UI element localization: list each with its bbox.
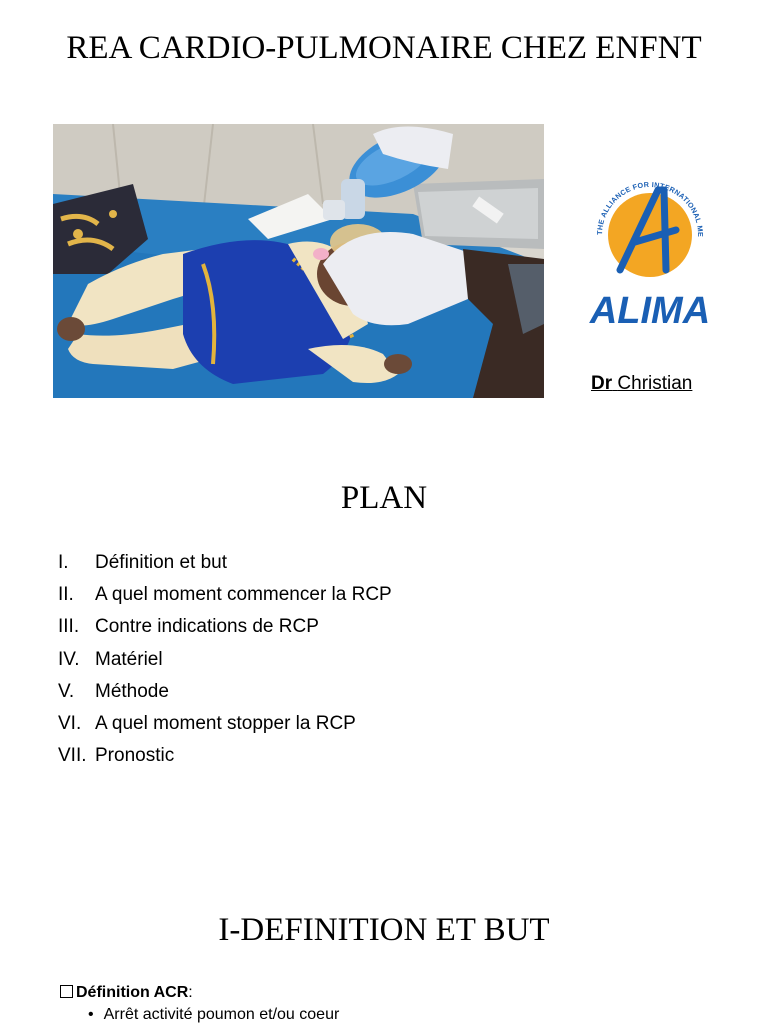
author-name: Christian (617, 373, 693, 394)
author (591, 373, 692, 395)
plan-item-label: Méthode (95, 680, 169, 702)
plan-item (58, 613, 392, 645)
plan-item (58, 742, 392, 774)
plan-item-label: Définition et but (95, 552, 228, 573)
alima-logo (580, 160, 720, 335)
plan-list (58, 549, 392, 774)
plan-item-number: VI. (58, 712, 82, 734)
plan-item-label: A quel moment commencer la RCP (95, 584, 392, 606)
logo-ring-text: THE ALLIANCE FOR INTERNATIONAL ME (594, 179, 706, 238)
logo-brand: ALIMA (589, 290, 711, 332)
definition-colon: : (188, 984, 193, 1001)
bullet-dot-icon: • (88, 1006, 94, 1023)
plan-item-number: V. (58, 680, 75, 702)
plan-item (58, 581, 392, 613)
definition-title: I-DEFINITION ET BUT (218, 912, 550, 948)
definition-bullet-text: Arrêt activité poumon et/ou coeur (103, 1006, 340, 1023)
plan-item (58, 678, 392, 710)
plan-item-number: III. (58, 616, 80, 638)
plan-item-number: I. (58, 552, 69, 573)
plan-item-label: Matériel (95, 648, 163, 670)
plan-item (58, 710, 392, 742)
slide-title: REA CARDIO-PULMONAIRE CHEZ ENFNT (66, 30, 702, 66)
definition-label: Définition ACR (76, 984, 189, 1001)
author-prefix: Dr (591, 373, 613, 394)
plan-item-number: VII. (58, 745, 87, 767)
definition-bullet (88, 1006, 339, 1024)
checkbox-bullet-icon (60, 985, 73, 998)
definition-section (60, 984, 193, 1002)
plan-item (58, 646, 392, 678)
plan-item-number: II. (58, 584, 74, 606)
plan-item-label: Contre indications de RCP (95, 616, 319, 638)
plan-item (58, 549, 392, 581)
plan-title: PLAN (340, 480, 428, 516)
cpr-infant-photo (53, 124, 544, 398)
plan-item-number: IV. (58, 648, 80, 670)
plan-item-label: A quel moment stopper la RCP (95, 712, 356, 734)
plan-item-label: Pronostic (95, 745, 175, 767)
